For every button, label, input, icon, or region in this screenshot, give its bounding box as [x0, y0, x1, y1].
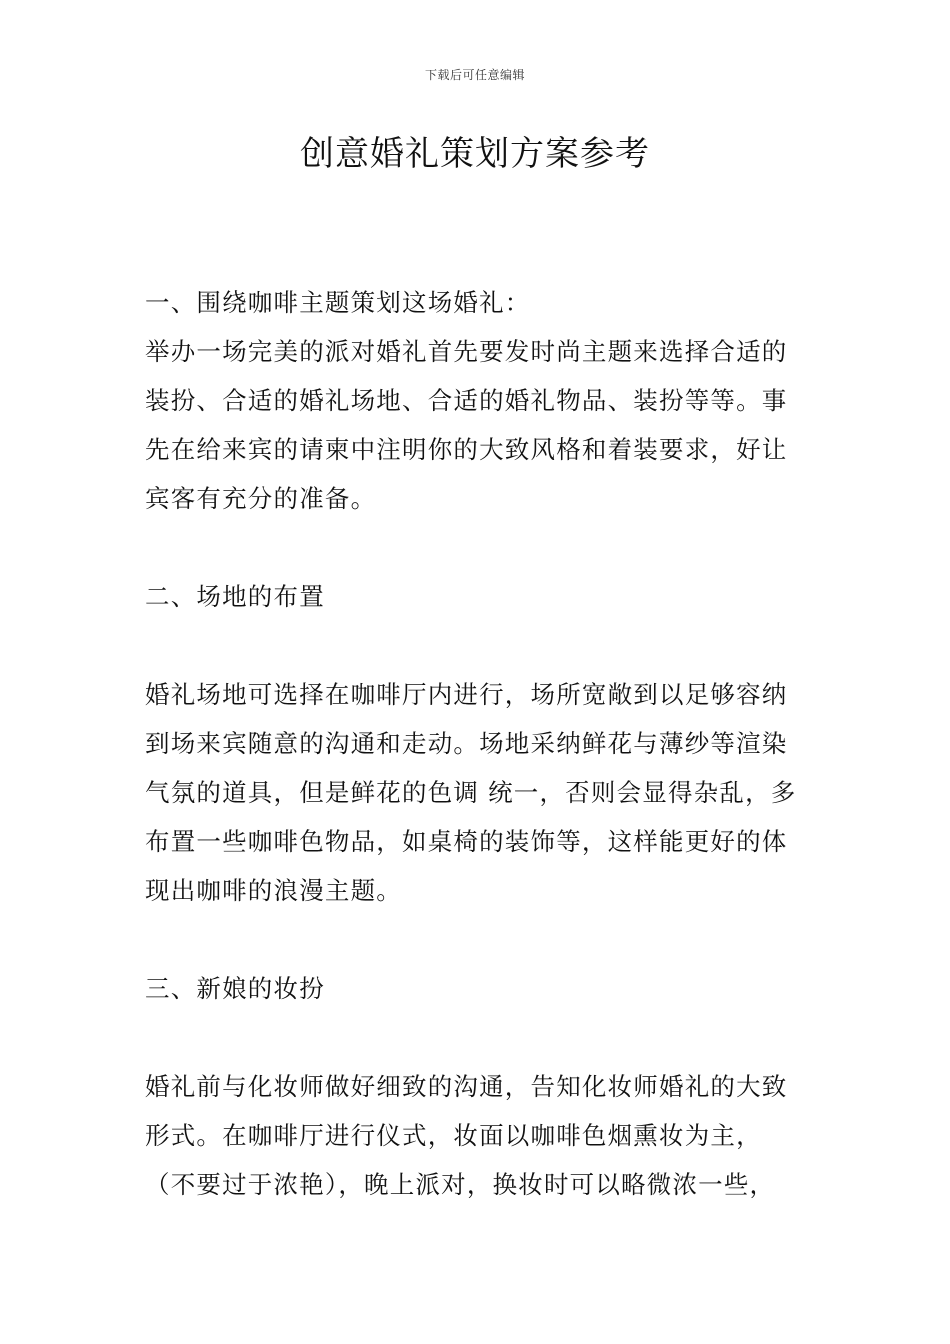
paragraph-line: 婚礼场地可选择在咖啡厅内进行，场所宽敞到以足够容纳 — [145, 680, 788, 709]
section-heading: 二、场地的布置 — [145, 582, 325, 611]
paragraph-line: 婚礼前与化妆师做好细致的沟通，告知化妆师婚礼的大致 — [145, 1072, 788, 1101]
paragraph-line: （不要过于浓艳），晚上派对，换妆时可以略微浓一些， — [145, 1170, 776, 1199]
paragraph-line: 布置一些咖啡色物品，如桌椅的装饰等，这样能更好的体 — [145, 827, 788, 856]
document-body — [145, 278, 810, 1209]
paragraph-line: 举办一场完美的派对婚礼首先要发时尚主题来选择合适的 — [145, 337, 788, 366]
section-heading: 三、新娘的妆扮 — [145, 974, 325, 1003]
paragraph-line: 先在给来宾的请柬中注明你的大致风格和着装要求，好让 — [145, 435, 788, 464]
blank-line — [145, 1013, 810, 1062]
paragraph-line: 宾客有充分的准备。 — [145, 484, 377, 513]
section-heading: 一、围绕咖啡主题策划这场婚礼： — [145, 288, 531, 317]
paragraph-line: 到场来宾随意的沟通和走动。场地采纳鲜花与薄纱等渲染 — [145, 729, 788, 758]
blank-line — [145, 621, 810, 670]
paragraph-line: 形式。在咖啡厅进行仪式，妆面以咖啡色烟熏妆为主， — [145, 1121, 762, 1150]
document-title: 创意婚礼策划方案参考 — [300, 134, 650, 174]
paragraph-line: 装扮、合适的婚礼场地、合适的婚礼物品、装扮等等。事 — [145, 386, 788, 415]
blank-line — [145, 915, 810, 964]
paragraph-line: 现出咖啡的浪漫主题。 — [145, 876, 402, 905]
header-note: 下载后可任意编辑 — [424, 68, 525, 82]
paragraph-line: 气氛的道具，但是鲜花的色调 统一，否则会显得杂乱，多 — [145, 778, 797, 807]
blank-line — [145, 523, 810, 572]
